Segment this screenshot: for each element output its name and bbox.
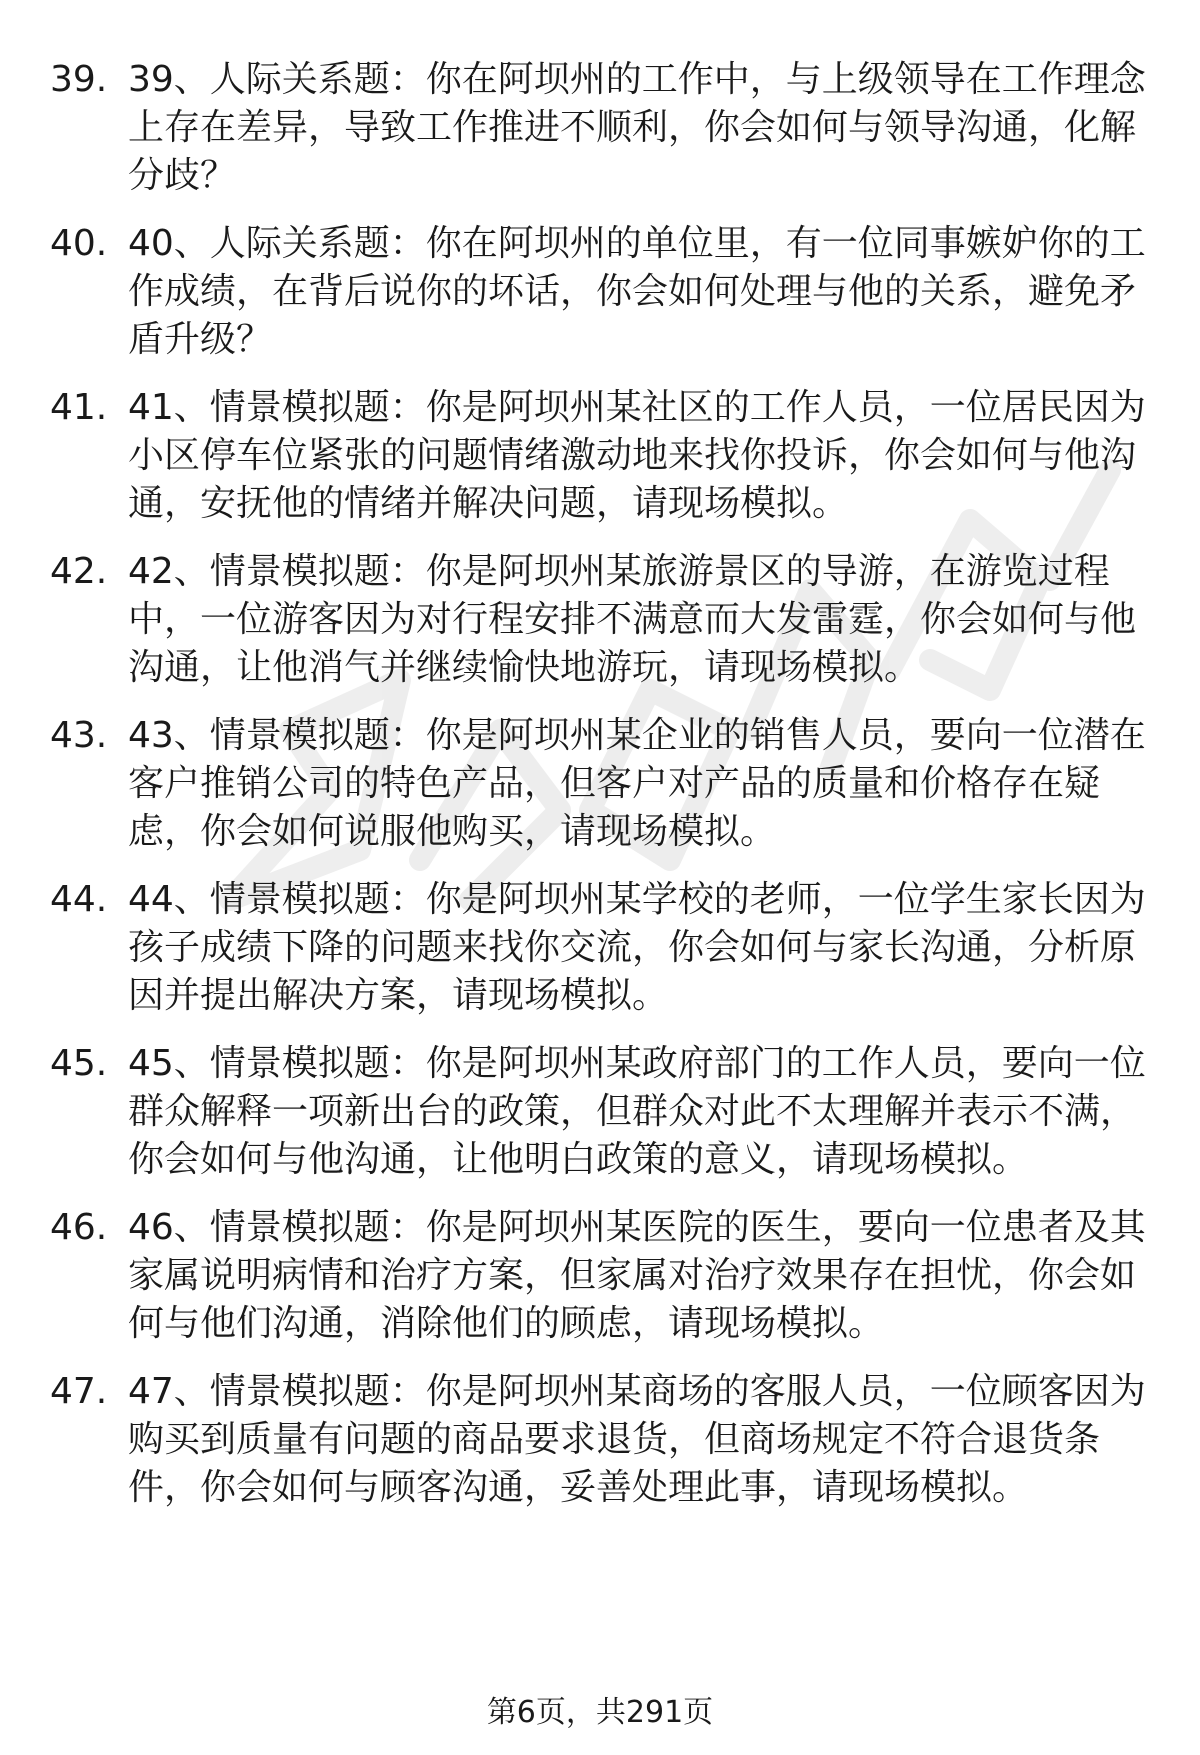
question-text: 47、情景模拟题：你是阿坝州某商场的客服人员，一位顾客因为购买到质量有问题的商品要求退货，但商场规定不符合退货条件，你会如何与顾客沟通，妥善处理此事，请现场模拟。 bbox=[128, 1371, 1146, 1508]
question-number: 44. bbox=[50, 879, 108, 920]
question-text: 40、人际关系题：你在阿坝州的单位里，有一位同事嫉妒你的工作成绩，在背后说你的坏话，你会如何处理与他的关系，避免矛盾升级？ bbox=[128, 223, 1146, 360]
question-number: 43. bbox=[50, 715, 108, 756]
question-text: 42、情景模拟题：你是阿坝州某旅游景区的导游，在游览过程中，一位游客因为对行程安排不满意而大发雷霆，你会如何与他沟通，让他消气并继续愉快地游玩，请现场模拟。 bbox=[128, 551, 1137, 688]
question-number: 46. bbox=[50, 1207, 108, 1248]
question-number: 41. bbox=[50, 387, 108, 428]
question-text: 46、情景模拟题：你是阿坝州某医院的医生，要向一位患者及其家属说明病情和治疗方案，但家属对治疗效果存在担忧，你会如何与他们沟通，消除他们的顾虑，请现场模拟。 bbox=[128, 1207, 1146, 1344]
question-text: 41、情景模拟题：你是阿坝州某社区的工作人员，一位居民因为小区停车位紧张的问题情绪激动地来找你投诉，你会如何与他沟通，安抚他的情绪并解决问题，请现场模拟。 bbox=[128, 387, 1146, 524]
page-number-footer: 第6页，共291页 bbox=[486, 1695, 714, 1730]
question-text: 45、情景模拟题：你是阿坝州某政府部门的工作人员，要向一位群众解释一项新出台的政策，但群众对此不太理解并表示不满，你会如何与他沟通，让他明白政策的意义，请现场模拟。 bbox=[128, 1043, 1146, 1180]
question-text: 44、情景模拟题：你是阿坝州某学校的老师，一位学生家长因为孩子成绩下降的问题来找你交流，你会如何与家长沟通，分析原因并提出解决方案，请现场模拟。 bbox=[128, 879, 1146, 1016]
question-number: 39. bbox=[50, 59, 108, 100]
question-number: 40. bbox=[50, 223, 108, 264]
question-text: 43、情景模拟题：你是阿坝州某企业的销售人员，要向一位潜在客户推销公司的特色产品，但客户对产品的质量和价格存在疑虑，你会如何说服他购买，请现场模拟。 bbox=[128, 715, 1146, 852]
question-number: 47. bbox=[50, 1371, 108, 1412]
question-number: 42. bbox=[50, 551, 108, 592]
question-text: 39、人际关系题：你在阿坝州的工作中，与上级领导在工作理念上存在差异，导致工作推进不顺利，你会如何与领导沟通，化解分歧？ bbox=[128, 59, 1146, 196]
question-number: 45. bbox=[50, 1043, 108, 1084]
